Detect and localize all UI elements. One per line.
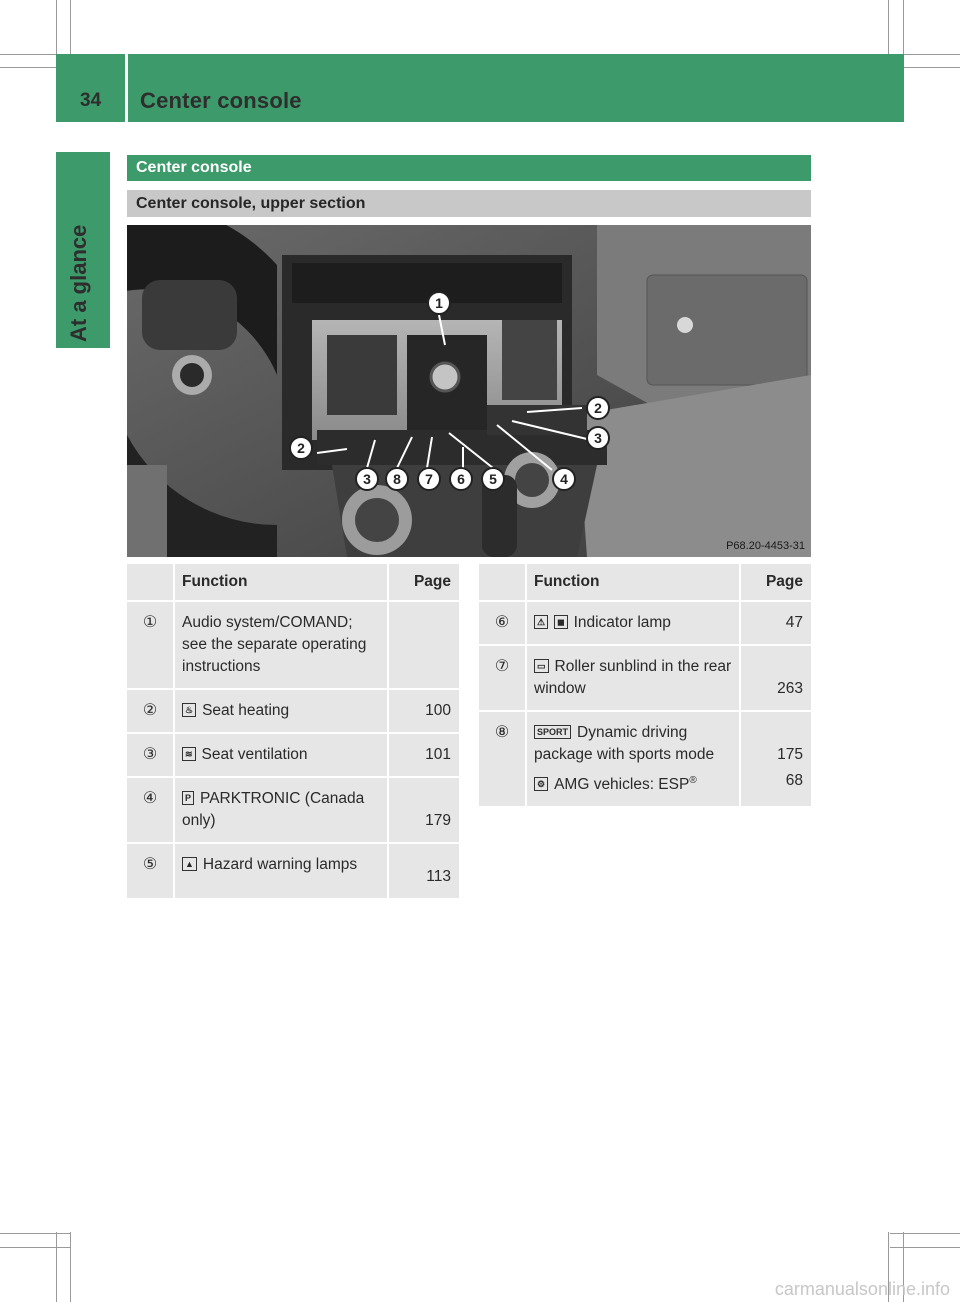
- callout-8: [386, 468, 408, 490]
- row-page: 100: [387, 690, 459, 734]
- crop-mark: [890, 1233, 960, 1234]
- table-row: [479, 646, 811, 712]
- table-header-row: [127, 564, 459, 602]
- page-title: Center console: [140, 88, 302, 113]
- table-row: [127, 844, 459, 900]
- row-number: ③: [127, 734, 173, 778]
- parktronic-off-icon: P: [182, 791, 194, 805]
- crop-mark: [0, 1247, 70, 1248]
- row-number: ②: [127, 690, 173, 734]
- callout-2-right: [587, 397, 609, 419]
- figure-reference: P68.20-4453-31: [726, 540, 805, 552]
- crop-mark: [56, 1232, 57, 1302]
- table-header-row: [479, 564, 811, 602]
- registered-mark: ®: [689, 775, 697, 786]
- console-illustration: [127, 225, 811, 557]
- crop-mark: [0, 1233, 70, 1234]
- svg-text:5: 5: [489, 471, 497, 487]
- chapter-tab: [56, 152, 110, 348]
- svg-text:2: 2: [297, 440, 305, 456]
- row-number: ⑥: [479, 602, 525, 646]
- hazard-warning-icon: ▲: [182, 857, 197, 871]
- center-console-photo: [127, 225, 811, 557]
- row-function: Seat ventilation: [201, 746, 308, 763]
- row-page-cell: [739, 712, 811, 808]
- pass-airbag-off-icon: ◼: [554, 615, 567, 629]
- row-function-cell: [525, 602, 739, 646]
- svg-text:7: 7: [425, 471, 433, 487]
- watermark: carmanualsonline.info: [774, 1279, 950, 1299]
- row-function-cell: [525, 646, 739, 712]
- row-function-cell: [173, 778, 387, 844]
- page-header-cell: Page: [739, 564, 811, 602]
- section-heading: [127, 155, 811, 181]
- row-page: 47: [739, 602, 811, 646]
- row-function: PARKTRONIC (Canada only): [182, 790, 365, 829]
- function-header: Function: [173, 564, 387, 602]
- table-row: [127, 602, 459, 690]
- table-row: [479, 602, 811, 646]
- row-page: 101: [387, 734, 459, 778]
- svg-text:6: 6: [457, 471, 465, 487]
- page-header-cell: Page: [387, 564, 459, 602]
- callout-4: [553, 468, 575, 490]
- subsection-heading: [127, 190, 811, 217]
- svg-text:3: 3: [363, 471, 371, 487]
- function-header: Function: [525, 564, 739, 602]
- table-row: [479, 712, 811, 808]
- sport-icon: SPORT: [534, 725, 571, 739]
- callout-7: [418, 468, 440, 490]
- callout-2-left: [290, 437, 312, 459]
- subsection-title: Center console, upper section: [136, 195, 366, 212]
- esp-off-icon: ⚙: [534, 777, 548, 791]
- row-number: ⑦: [479, 646, 525, 712]
- svg-text:4: 4: [560, 471, 568, 487]
- section-title: Center console: [136, 159, 252, 176]
- table-row: [127, 778, 459, 844]
- row-page: 113: [387, 844, 459, 900]
- callout-3-right: [587, 427, 609, 449]
- function-table-left: [127, 564, 459, 900]
- row-number: ④: [127, 778, 173, 844]
- num-header: [479, 564, 525, 602]
- table-row: [127, 690, 459, 734]
- row-function: Indicator lamp: [573, 614, 671, 631]
- row-number: ⑧: [479, 712, 525, 808]
- row-function-cell: [173, 734, 387, 778]
- callout-5: [482, 468, 504, 490]
- function-table-right: [479, 564, 811, 808]
- row-page: 175: [777, 746, 803, 763]
- row-subfunction: AMG vehicles: ESP: [554, 776, 690, 794]
- svg-text:8: 8: [393, 471, 401, 487]
- row-page: [387, 602, 459, 690]
- seat-heating-icon: ♨: [182, 703, 196, 717]
- row-function-cell: [173, 844, 387, 900]
- row-function-cell: [525, 712, 739, 808]
- seat-ventilation-icon: ≋: [182, 747, 196, 761]
- crop-mark: [70, 1232, 71, 1302]
- row-subpage: 68: [785, 772, 803, 789]
- row-function: Audio system/COMAND; see the separate operating instructions: [173, 602, 387, 690]
- callout-1: [428, 292, 450, 314]
- row-function: Hazard warning lamps: [202, 856, 358, 873]
- svg-text:3: 3: [594, 430, 602, 446]
- row-function: Seat heating: [202, 702, 290, 719]
- row-function: Dynamic driving package with sports mode: [534, 724, 715, 763]
- crop-mark: [890, 1247, 960, 1248]
- row-number: ⑤: [127, 844, 173, 900]
- callout-3-left: [356, 468, 378, 490]
- row-page: 179: [387, 778, 459, 844]
- row-number: ①: [127, 602, 173, 690]
- header-divider: [125, 54, 128, 122]
- row-page: 263: [739, 646, 811, 712]
- passenger-airbag-off-icon: ⚠: [534, 615, 548, 629]
- roller-sunblind-icon: ▭: [534, 659, 549, 673]
- num-header: [127, 564, 173, 602]
- svg-text:1: 1: [435, 295, 443, 311]
- row-function-cell: [173, 690, 387, 734]
- chapter-tab-label: At a glance: [66, 224, 91, 342]
- row-function: Roller sunblind in the rear window: [534, 658, 732, 697]
- page-number: 34: [80, 90, 102, 111]
- table-row: [127, 734, 459, 778]
- svg-text:2: 2: [594, 400, 602, 416]
- callout-6: [450, 468, 472, 490]
